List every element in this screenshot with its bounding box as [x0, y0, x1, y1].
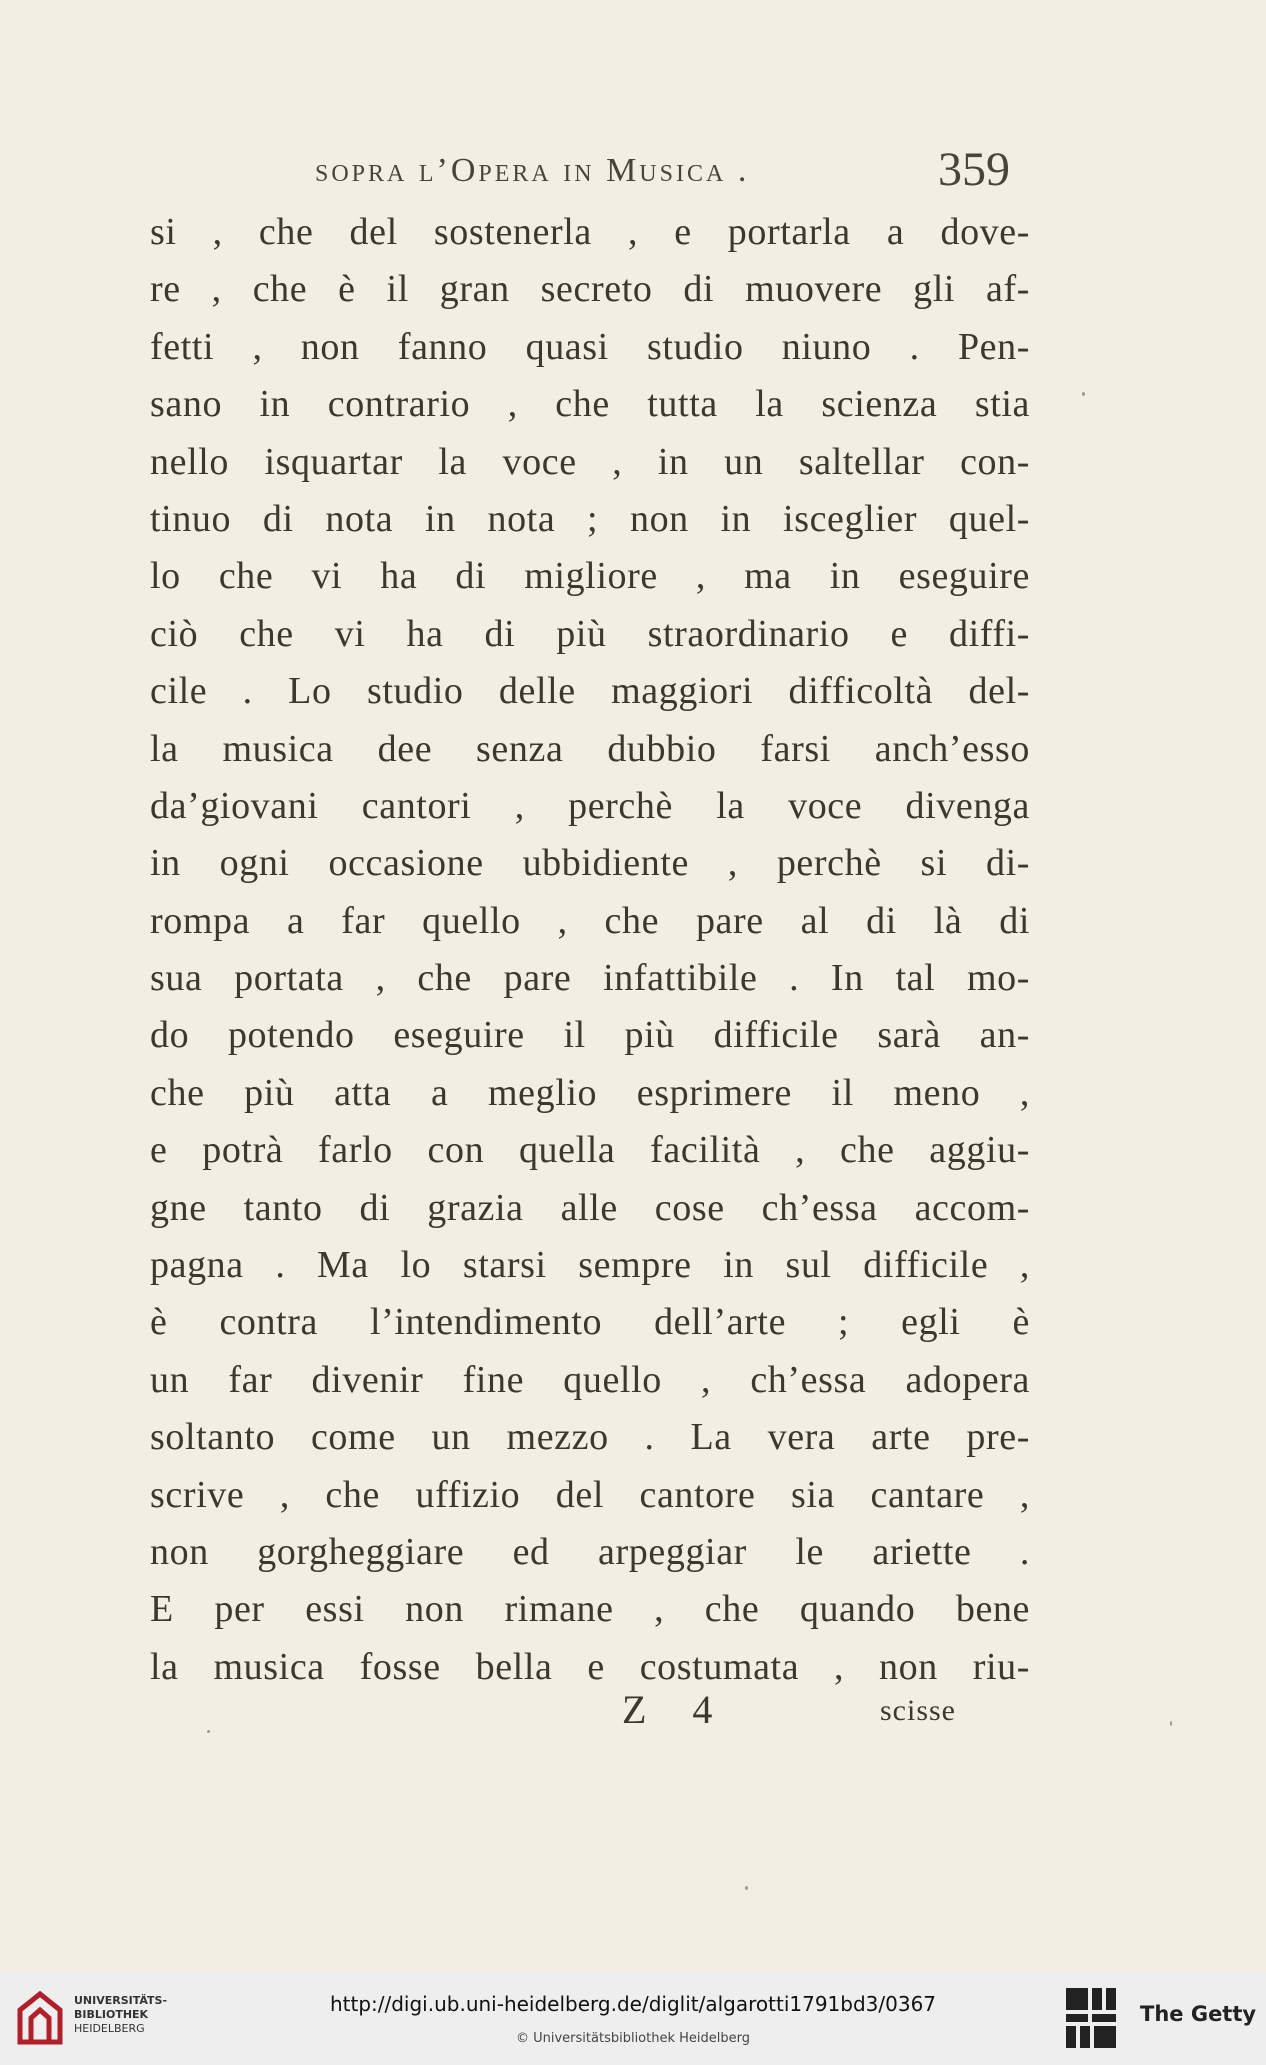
permalink-url[interactable]: http://digi.ub.uni-heidelberg.de/diglit/algarotti1791bd3/0367 — [329, 1992, 937, 2016]
page-header — [170, 140, 1050, 200]
text-line: la musica fosse bella e costumata , non riu- — [150, 1645, 1030, 1688]
paper-speck — [1170, 1721, 1172, 1726]
paper-speck — [745, 1886, 748, 1890]
library-name-line: BIBLIOTHEK — [74, 2008, 149, 2021]
text-line: si , che del sostenerla , e portarla a dove- — [150, 211, 1030, 253]
running-head: sopra l’Opera in Musica . — [315, 152, 750, 189]
paper-speck — [207, 1730, 210, 1733]
footer-bar — [0, 1972, 1266, 2065]
text-line: nello isquartar la voce , in un saltellar con- — [150, 440, 1030, 483]
getty-label: The Getty — [1140, 2002, 1257, 2026]
signature-mark: Z 4 — [622, 1687, 731, 1732]
text-line: do potendo eseguire il più difficile sarà an- — [150, 1014, 1030, 1057]
text-line: E per essi non rimane , che quando bene — [150, 1588, 1030, 1631]
text-line: cile . Lo studio delle maggiori difficoltà del- — [150, 670, 1030, 713]
text-line: tinuo di nota in nota ; non in isceglier quel- — [150, 497, 1030, 540]
catchword: scisse — [880, 1694, 956, 1727]
text-line: ciò che vi ha di più straordinario e diffi- — [150, 612, 1030, 655]
text-line: sua portata , che pare infattibile . In tal mo- — [150, 957, 1030, 1000]
text-line: rompa a far quello , che pare al di là di — [150, 899, 1030, 942]
text-line: fetti , non fanno quasi studio niuno . Pen- — [150, 325, 1030, 368]
text-line: lo che vi ha di migliore , ma in eseguire — [150, 555, 1030, 598]
text-line: in ogni occasione ubbidiente , perchè si di- — [150, 842, 1030, 885]
text-line: pagna . Ma lo starsi sempre in sul difficile , — [150, 1244, 1030, 1287]
text-line: scrive , che uffizio del cantore sia cantare , — [150, 1473, 1030, 1516]
text-line: la musica dee senza dubbio farsi anch’esso — [150, 727, 1030, 770]
text-line: re , che è il gran secreto di muovere gli af- — [150, 268, 1030, 311]
text-line: gne tanto di grazia alle cose ch’essa accom- — [150, 1186, 1030, 1229]
text-line: che più atta a meglio esprimere il meno , — [150, 1071, 1030, 1114]
copyright-notice: © Universitätsbibliothek Heidelberg — [515, 2031, 750, 2046]
text-line: soltanto come un mezzo . La vera arte pre- — [150, 1416, 1030, 1459]
getty-logo-icon — [1064, 1986, 1118, 2050]
library-name-line: UNIVERSITÄTS- — [74, 1994, 168, 2007]
page-number: 359 — [938, 143, 1010, 196]
paper-speck — [1082, 392, 1085, 396]
page-footer — [150, 1686, 1030, 1738]
library-name-line: HEIDELBERG — [74, 2022, 145, 2035]
body-text — [150, 204, 1030, 1696]
text-line: è contra l’intendimento dell’arte ; egli è — [150, 1301, 1030, 1344]
text-line: da’giovani cantori , perchè la voce divenga — [150, 784, 1030, 827]
text-line: e potrà farlo con quella facilità , che aggiu- — [150, 1129, 1030, 1172]
text-line: sano in contrario , che tutta la scienza stia — [150, 383, 1030, 426]
text-line: non gorgheggiare ed arpeggiar le ariette . — [150, 1530, 1030, 1573]
text-line: un far divenir fine quello , ch’essa adopera — [150, 1358, 1030, 1401]
